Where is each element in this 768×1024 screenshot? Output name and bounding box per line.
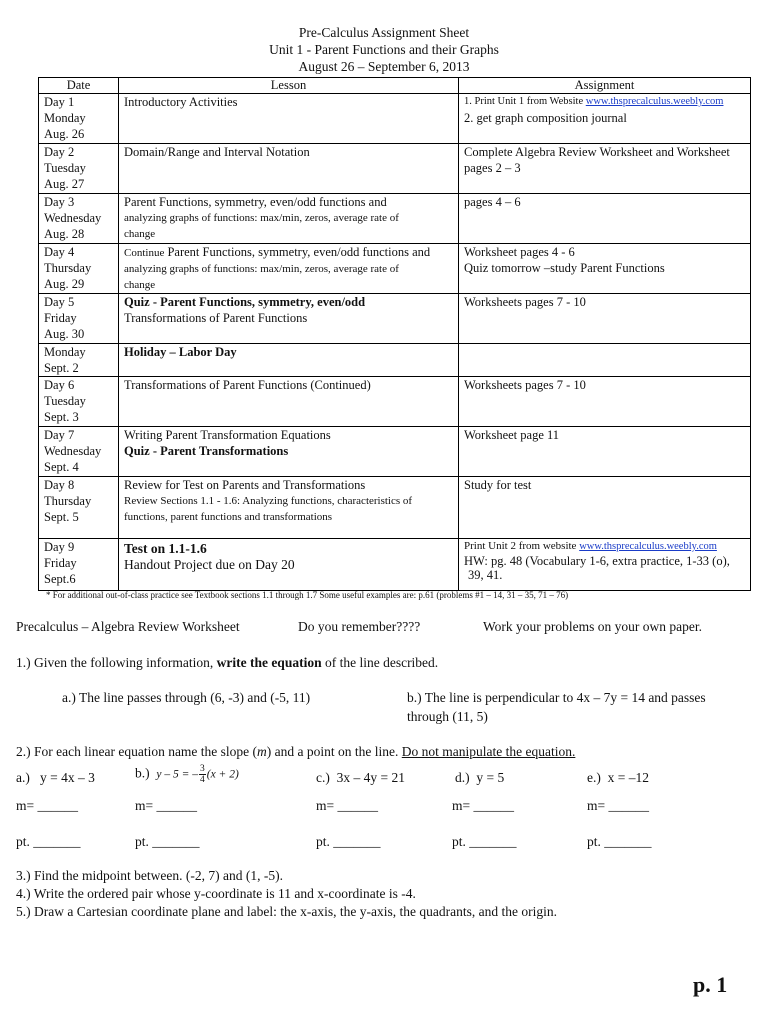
table-footnote: * For additional out-of-class practice see Textbook sections 1.1 through 1.7 Some useful examples are: p.61 (problems #1 – 14, 31 – 35, 71 – 76) bbox=[46, 590, 569, 600]
point-blank[interactable]: pt. _______ bbox=[135, 834, 200, 849]
lesson-cell bbox=[119, 477, 459, 539]
day-label: Day 4 bbox=[44, 245, 75, 259]
page-number: p. 1 bbox=[693, 972, 728, 997]
worksheet-title: Precalculus – Algebra Review Worksheet bbox=[16, 619, 240, 634]
question-text: of the line described. bbox=[321, 655, 439, 670]
weekday-label: Thursday bbox=[44, 261, 92, 275]
question-1b-line2: through (11, 5) bbox=[407, 709, 488, 724]
table-header-row bbox=[39, 78, 751, 94]
quiz-label: Quiz - Parent Functions, symmetry, even/odd bbox=[124, 295, 366, 309]
question-1 bbox=[16, 655, 438, 671]
test-label: Test on 1.1-1.6 bbox=[124, 541, 207, 556]
table-row bbox=[39, 377, 751, 427]
lesson-text: Transformations of Parent Functions (Continued) bbox=[124, 378, 371, 392]
date-cell bbox=[39, 477, 119, 539]
assignment-schedule-table bbox=[38, 77, 751, 591]
quiz-label: Quiz - Parent Transformations bbox=[124, 444, 289, 458]
lesson-text: Continue bbox=[124, 247, 165, 259]
day-label: Day 1 bbox=[44, 95, 75, 109]
slope-blank[interactable]: m= ______ bbox=[135, 798, 197, 813]
date-label: Sept. 5 bbox=[44, 510, 79, 524]
column-header-lesson: Lesson bbox=[119, 78, 459, 94]
worksheet-remember: Do you remember???? bbox=[298, 619, 421, 634]
question-text: 2.) For each linear equation name the slope ( bbox=[16, 744, 258, 759]
assignment-text: Study for test bbox=[464, 478, 532, 492]
slope-variable: m bbox=[257, 744, 267, 759]
question-emphasis: write the equation bbox=[216, 655, 322, 670]
date-label: Aug. 29 bbox=[44, 277, 85, 291]
document-header bbox=[0, 24, 768, 75]
assignment-cell bbox=[459, 94, 751, 144]
date-cell bbox=[39, 427, 119, 477]
assignment-text: Worksheet page 11 bbox=[464, 428, 560, 442]
assignment-cell bbox=[459, 144, 751, 194]
part-label: a.) bbox=[16, 770, 30, 785]
date-label: Aug. 26 bbox=[44, 127, 85, 141]
weekday-label: Tuesday bbox=[44, 161, 86, 175]
date-label: Sept. 3 bbox=[44, 410, 79, 424]
lesson-cell bbox=[119, 94, 459, 144]
lesson-text: Review for Test on Parents and Transformations bbox=[124, 478, 366, 492]
table-row bbox=[39, 144, 751, 194]
weekday-label: Tuesday bbox=[44, 394, 86, 408]
table-row bbox=[39, 427, 751, 477]
date-label: Sept. 2 bbox=[44, 361, 79, 375]
header-unit: Unit 1 - Parent Functions and their Graphs bbox=[269, 42, 499, 57]
date-cell bbox=[39, 377, 119, 427]
question-1b-line1: b.) The line is perpendicular to 4x – 7y = 14 and passes bbox=[407, 690, 706, 705]
question-2d bbox=[455, 770, 504, 786]
point-blank[interactable]: pt. _______ bbox=[452, 834, 517, 849]
day-label: Day 7 bbox=[44, 428, 75, 442]
fraction-denominator: 4 bbox=[200, 775, 205, 785]
question-2e bbox=[587, 770, 649, 786]
column-header-assignment: Assignment bbox=[459, 78, 751, 94]
assignment-cell bbox=[459, 194, 751, 244]
date-cell bbox=[39, 539, 119, 591]
weekday-label: Friday bbox=[44, 556, 77, 570]
lesson-text: Introductory Activities bbox=[124, 95, 238, 109]
day-label: Day 6 bbox=[44, 378, 75, 392]
assignment-text: 39, 41. bbox=[468, 568, 503, 582]
weekday-label: Monday bbox=[44, 345, 86, 359]
question-4: 4.) Write the ordered pair whose y-coordinate is 11 and x-coordinate is -4. bbox=[16, 886, 416, 901]
day-label: Day 8 bbox=[44, 478, 75, 492]
point-blank[interactable]: pt. _______ bbox=[587, 834, 652, 849]
fraction bbox=[199, 764, 206, 785]
table-row bbox=[39, 539, 751, 591]
lesson-text: analyzing graphs of functions: max/min, zeros, average rate of bbox=[124, 263, 399, 275]
assignment-text: 1. Print Unit 1 from Website bbox=[464, 96, 586, 107]
date-cell bbox=[39, 244, 119, 294]
day-label: Day 5 bbox=[44, 295, 75, 309]
lesson-text: Review Sections 1.1 - 1.6: Analyzing functions, characteristics of bbox=[124, 495, 413, 507]
equation: (x + 2) bbox=[206, 768, 239, 781]
lesson-text: Parent Functions, symmetry, even/odd functions and bbox=[124, 195, 387, 209]
assignment-cell bbox=[459, 244, 751, 294]
lesson-cell bbox=[119, 344, 459, 377]
day-label: Day 9 bbox=[44, 540, 75, 554]
point-blank[interactable]: pt. _______ bbox=[16, 834, 81, 849]
header-title: Pre-Calculus Assignment Sheet bbox=[298, 25, 470, 40]
assignment-cell bbox=[459, 477, 751, 539]
question-1a: a.) The line passes through (6, -3) and (-5, 11) bbox=[62, 690, 311, 705]
table-row bbox=[39, 344, 751, 377]
assignment-text: Complete Algebra Review Worksheet and Worksheet bbox=[464, 145, 730, 159]
column-header-date: Date bbox=[39, 78, 119, 94]
equation: x = –12 bbox=[607, 770, 649, 785]
lesson-cell bbox=[119, 377, 459, 427]
question-3: 3.) Find the midpoint between. (-2, 7) and (1, -5). bbox=[16, 868, 283, 883]
question-2 bbox=[16, 744, 575, 760]
weekday-label: Friday bbox=[44, 311, 77, 325]
assignment-cell bbox=[459, 294, 751, 344]
lesson-text: change bbox=[124, 279, 156, 291]
lesson-cell bbox=[119, 539, 459, 591]
date-cell bbox=[39, 344, 119, 377]
table-row bbox=[39, 194, 751, 244]
date-label: Aug. 27 bbox=[44, 177, 85, 191]
question-2c bbox=[316, 770, 405, 786]
date-label: Aug. 28 bbox=[44, 227, 85, 241]
slope-blank[interactable]: m= ______ bbox=[587, 798, 649, 813]
assignment-cell bbox=[459, 539, 751, 591]
equation: 3x – 4y = 21 bbox=[336, 770, 405, 785]
equation: y = 4x – 3 bbox=[40, 770, 95, 785]
lesson-cell bbox=[119, 194, 459, 244]
lesson-text: Transformations of Parent Functions bbox=[124, 311, 308, 325]
holiday-label: Holiday – Labor Day bbox=[124, 345, 237, 359]
day-label: Day 2 bbox=[44, 145, 75, 159]
lesson-text: Handout Project due on Day 20 bbox=[124, 557, 295, 572]
day-label: Day 3 bbox=[44, 195, 75, 209]
assignment-text: pages 4 – 6 bbox=[464, 195, 521, 209]
date-cell bbox=[39, 294, 119, 344]
slope-blank[interactable]: m= ______ bbox=[452, 798, 514, 813]
question-2a bbox=[16, 770, 95, 786]
date-cell bbox=[39, 94, 119, 144]
date-label: Sept.6 bbox=[44, 572, 76, 586]
part-label: d.) bbox=[455, 770, 470, 785]
table-row bbox=[39, 294, 751, 344]
lesson-cell bbox=[119, 294, 459, 344]
assignment-text: Quiz tomorrow –study Parent Functions bbox=[464, 261, 665, 275]
equation: y = 5 bbox=[476, 770, 505, 785]
slope-blank[interactable]: m= ______ bbox=[316, 798, 378, 813]
question-5: 5.) Draw a Cartesian coordinate plane and label: the x-axis, the y-axis, the quadrants, and the origin. bbox=[16, 904, 557, 919]
lesson-cell bbox=[119, 427, 459, 477]
question-text: ) and a point on the line. bbox=[266, 744, 402, 759]
weekday-label: Wednesday bbox=[44, 211, 102, 225]
part-label: e.) bbox=[587, 770, 601, 785]
question-emphasis: Do not manipulate the equation. bbox=[401, 744, 576, 759]
part-label: c.) bbox=[316, 770, 330, 785]
website-link[interactable]: www.thsprecalculus.weebly.com bbox=[579, 541, 717, 552]
weekday-label: Thursday bbox=[44, 494, 92, 508]
date-label: Aug. 30 bbox=[44, 327, 85, 341]
point-blank[interactable]: pt. _______ bbox=[316, 834, 381, 849]
date-cell bbox=[39, 194, 119, 244]
lesson-text: Domain/Range and Interval Notation bbox=[124, 145, 310, 159]
table-row bbox=[39, 244, 751, 294]
weekday-label: Monday bbox=[44, 111, 86, 125]
fraction-numerator: 3 bbox=[200, 764, 205, 774]
assignment-text: Worksheet pages 4 - 6 bbox=[464, 245, 575, 259]
assignment-cell bbox=[459, 427, 751, 477]
slope-blank[interactable]: m= ______ bbox=[16, 798, 78, 813]
assignment-text: 2. get graph composition journal bbox=[464, 111, 627, 125]
table-row bbox=[39, 94, 751, 144]
assignment-text: Worksheets pages 7 - 10 bbox=[464, 295, 586, 309]
date-cell bbox=[39, 144, 119, 194]
worksheet-instruction: Work your problems on your own paper. bbox=[483, 619, 702, 634]
weekday-label: Wednesday bbox=[44, 444, 102, 458]
lesson-text: Writing Parent Transformation Equations bbox=[124, 428, 331, 442]
table-row bbox=[39, 477, 751, 539]
lesson-text: change bbox=[124, 228, 156, 240]
assignment-text: Print Unit 2 from website bbox=[464, 540, 580, 552]
part-label: b.) bbox=[135, 765, 150, 781]
website-link[interactable]: www.thsprecalculus.weebly.com bbox=[585, 96, 724, 107]
question-text: 1.) Given the following information, bbox=[16, 655, 217, 670]
lesson-cell bbox=[119, 244, 459, 294]
header-dates: August 26 – September 6, 2013 bbox=[298, 59, 470, 74]
date-label: Sept. 4 bbox=[44, 460, 79, 474]
assignment-cell bbox=[459, 344, 751, 377]
lesson-cell bbox=[119, 144, 459, 194]
assignment-text: HW: pg. 48 (Vocabulary 1-6, extra practice, 1-33 (o), bbox=[464, 554, 730, 568]
assignment-text: Worksheets pages 7 - 10 bbox=[464, 378, 586, 392]
lesson-text: Parent Functions, symmetry, even/odd functions and bbox=[164, 245, 431, 259]
equation: y – 5 = – bbox=[156, 768, 198, 781]
assignment-text: pages 2 – 3 bbox=[464, 161, 521, 175]
lesson-text: analyzing graphs of functions: max/min, zeros, average rate of bbox=[124, 212, 399, 224]
question-2b bbox=[135, 764, 239, 785]
lesson-text: functions, parent functions and transformations bbox=[124, 511, 333, 523]
assignment-cell bbox=[459, 377, 751, 427]
